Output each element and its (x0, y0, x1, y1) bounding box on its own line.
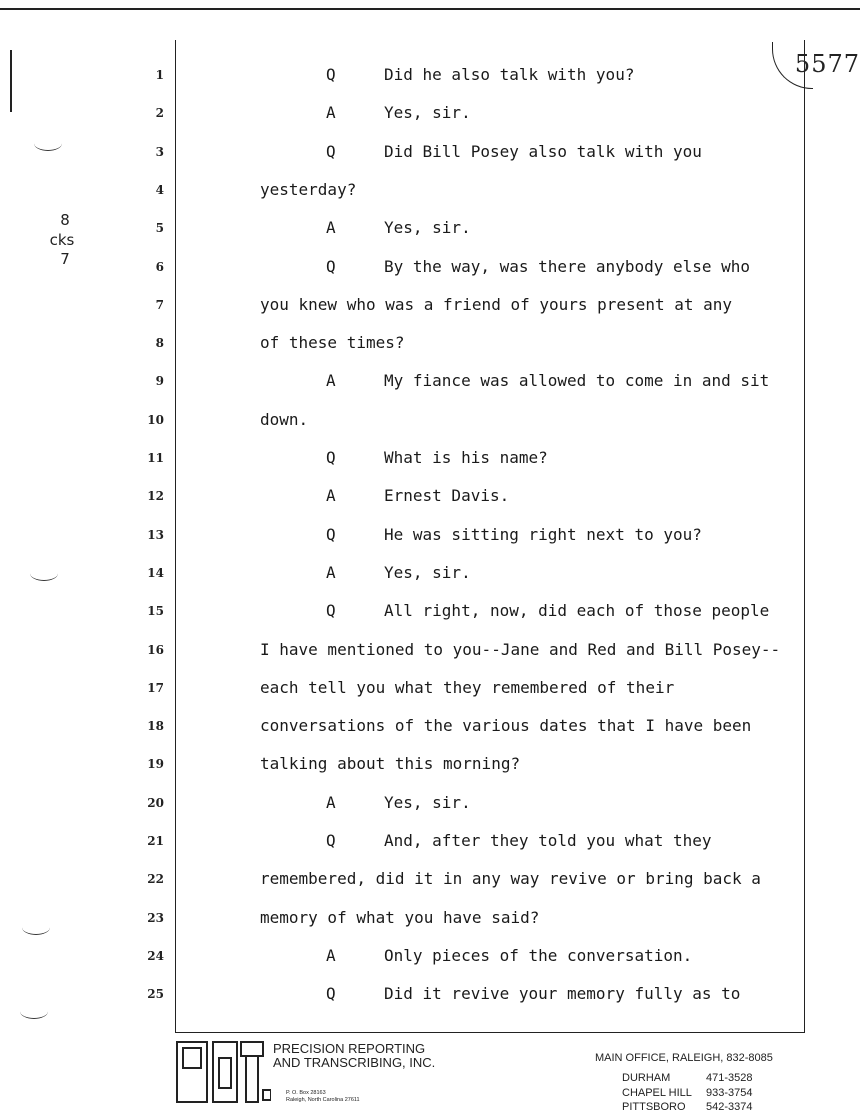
transcript-text: Only pieces of the conversation. (384, 946, 693, 965)
line-number: 21 (147, 834, 164, 848)
punch-hole-mark (22, 920, 50, 935)
transcript-text: Did Bill Posey also talk with you (384, 142, 702, 161)
po-box: P. O. Box 28163 (286, 1090, 326, 1096)
company-line-2: AND TRANSCRIBING, INC. (273, 1055, 436, 1070)
margin-mark (10, 50, 12, 112)
line-number: 11 (147, 451, 164, 465)
line-number: 24 (147, 949, 164, 963)
transcript-text: Yes, sir. (384, 103, 471, 122)
line-number: 13 (147, 528, 164, 542)
transcript-text: you knew who was a friend of yours present at any (260, 295, 733, 314)
line-number: 9 (155, 374, 164, 388)
line-number: 23 (147, 911, 164, 925)
line-number: 17 (147, 681, 164, 695)
speaker-label: Q (326, 601, 336, 620)
office-phone: 471-3528 (706, 1072, 753, 1084)
company-line-1: PRECISION REPORTING (273, 1041, 426, 1056)
punch-hole-mark (30, 566, 58, 581)
transcript-text: Yes, sir. (384, 563, 471, 582)
margin-note-middle: cks (49, 231, 75, 249)
punch-hole-mark (20, 1004, 48, 1019)
transcript-text: Ernest Davis. (384, 486, 510, 505)
office-phone: 933-3754 (706, 1087, 753, 1099)
company-name (273, 1042, 435, 1070)
line-number: 7 (155, 298, 164, 312)
line-number: 3 (155, 145, 164, 159)
speaker-label: Q (326, 257, 336, 276)
line-number: 15 (147, 604, 164, 618)
line-number: 20 (147, 796, 164, 810)
speaker-label: Q (326, 448, 336, 467)
transcript-text: of these times? (260, 333, 405, 352)
office-city: CHAPEL HILL (622, 1087, 692, 1099)
punch-hole-mark (34, 136, 62, 151)
transcript-text: By the way, was there anybody else who (384, 257, 751, 276)
speaker-label: Q (326, 142, 336, 161)
line-number: 8 (155, 336, 164, 350)
transcript-text: Did it revive your memory fully as to (384, 984, 741, 1003)
line-number: 12 (147, 489, 164, 503)
transcript-text: conversations of the various dates that I have been (260, 716, 752, 735)
speaker-label: A (326, 563, 336, 582)
city-line: Raleigh, North Carolina 27611 (286, 1097, 360, 1103)
pt-logo-icon (175, 1038, 271, 1108)
transcript-text: What is his name? (384, 448, 548, 467)
transcript-text: And, after they told you what they (384, 831, 712, 850)
transcript-text: Did he also talk with you? (384, 65, 635, 84)
line-number: 25 (147, 987, 164, 1001)
margin-note-top: 8 (60, 211, 70, 229)
transcript-text: He was sitting right next to you? (384, 525, 702, 544)
office-city: DURHAM (622, 1072, 671, 1084)
speaker-label: A (326, 793, 336, 812)
transcript-text: Yes, sir. (384, 793, 471, 812)
main-office: MAIN OFFICE, RALEIGH, 832-8085 (595, 1052, 773, 1064)
speaker-label: A (326, 103, 336, 122)
speaker-label: Q (326, 65, 336, 84)
line-number: 4 (155, 183, 164, 197)
margin-note-bottom: 7 (60, 250, 70, 268)
transcript-text: each tell you what they remembered of their (260, 678, 675, 697)
transcript-text: All right, now, did each of those people (384, 601, 770, 620)
speaker-label: Q (326, 984, 336, 1003)
top-rule (0, 8, 860, 10)
transcript-text: Yes, sir. (384, 218, 471, 237)
line-number: 10 (147, 413, 164, 427)
line-number: 19 (147, 757, 164, 771)
transcript-text: remembered, did it in any way revive or bring back a (260, 869, 761, 888)
speaker-label: A (326, 371, 336, 390)
line-number: 5 (155, 221, 164, 235)
speaker-label: Q (326, 831, 336, 850)
transcript-text: talking about this morning? (260, 754, 521, 773)
transcript-text: down. (260, 410, 309, 429)
transcript-text: My fiance was allowed to come in and sit (384, 371, 770, 390)
speaker-label: Q (326, 525, 336, 544)
company-address (286, 1090, 360, 1104)
line-number: 1 (155, 68, 164, 82)
transcript-text: memory of what you have said? (260, 908, 540, 927)
transcript-text: yesterday? (260, 180, 357, 199)
speaker-label: A (326, 946, 336, 965)
page-number: 5577 (794, 50, 860, 78)
line-number: 16 (147, 643, 164, 657)
office-city: PITTSBORO (622, 1101, 686, 1113)
line-number: 6 (155, 260, 164, 274)
speaker-label: A (326, 218, 336, 237)
line-number: 18 (147, 719, 164, 733)
line-number: 14 (147, 566, 164, 580)
line-number: 22 (147, 872, 164, 886)
line-number: 2 (155, 106, 164, 120)
transcript-text: I have mentioned to you--Jane and Red and Bill Posey-- (260, 640, 781, 659)
speaker-label: A (326, 486, 336, 505)
office-phone: 542-3374 (706, 1101, 753, 1113)
